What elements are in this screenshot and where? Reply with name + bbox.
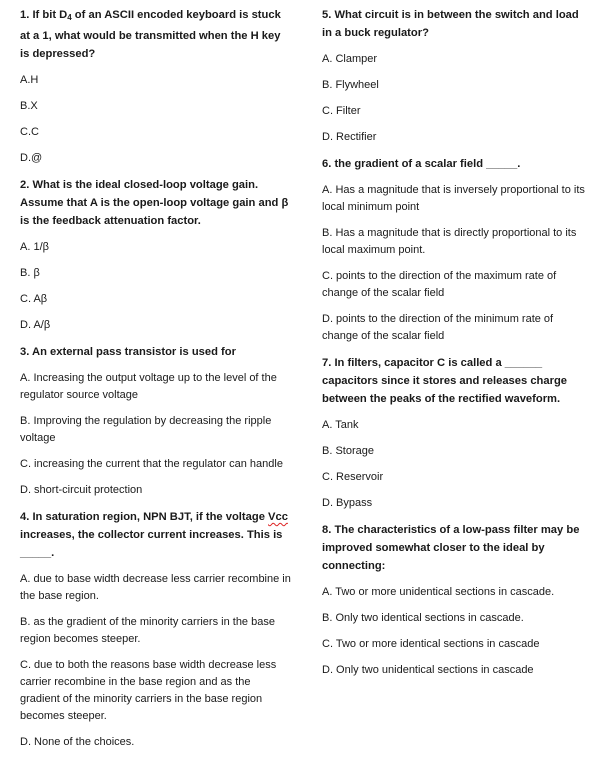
question-7 [322,354,589,512]
question-2-choice-d: D. A/β [20,319,51,331]
question-4-choice-d: D. None of the choices. [20,736,135,748]
question-1-choice-d: D.@ [20,152,43,164]
question-3-choice-c: C. increasing the current that the regulator can handle [20,458,283,470]
question-5-choice-c: C. Filter [322,105,361,117]
question-5-choice-b: B. Flywheel [322,79,379,91]
question-3-text: 3. An external pass transistor is used for [20,346,236,358]
question-8-choice-b: B. Only two identical sections in cascade. [322,612,524,624]
question-4-choice-c: C. due to both the reasons base width decrease less carrier recombine in the base region and as the gradient of the minority carriers in the base region becomes steeper. [20,659,277,722]
question-8-choice-c: C. Two or more identical sections in cascade [322,638,540,650]
question-4-text-prefix: 4. In saturation region, NPN BJT, if the voltage [20,511,269,523]
right-column [301,0,601,781]
question-2-text: 2. What is the ideal closed-loop voltage gain. Assume that A is the open-loop voltage gain and β is the feedback attenuation factor. [20,179,289,227]
question-8 [322,521,589,679]
question-1-choice-b: B.X [20,100,38,112]
question-3 [20,343,291,499]
question-8-choice-a: A. Two or more unidentical sections in cascade. [322,586,555,598]
question-5-choice-a: A. Clamper [322,53,378,65]
question-6-choice-c: C. points to the direction of the maximum rate of change of the scalar field [322,270,557,299]
question-2 [20,176,291,334]
question-1-choice-a: A.H [20,74,39,86]
question-1 [20,6,291,167]
question-4 [20,508,291,751]
question-3-choice-a: A. Increasing the output voltage up to the level of the regulator source voltage [20,372,277,401]
question-7-choice-a: A. Tank [322,419,359,431]
question-1-subscript: 4 [67,13,72,22]
question-5 [322,6,589,146]
question-7-choice-d: D. Bypass [322,497,373,509]
question-1-choice-c: C.C [20,126,39,138]
question-4-text-suffix: increases, the collector current increases. This is _____. [20,529,283,559]
question-7-choice-b: B. Storage [322,445,374,457]
question-1-text-prefix: 1. If bit D [20,9,68,21]
question-2-choice-b: B. β [20,267,40,279]
question-4-choice-b: B. as the gradient of the minority carriers in the base region becomes steeper. [20,616,275,645]
question-5-text: 5. What circuit is in between the switch and load in a buck regulator? [322,9,579,39]
question-3-choice-d: D. short-circuit protection [20,484,143,496]
question-5-choice-d: D. Rectifier [322,131,377,143]
question-4-text [20,508,291,562]
question-3-choice-b: B. Improving the regulation by decreasing the ripple voltage [20,415,272,444]
question-8-choice-d: D. Only two unidentical sections in cascade [322,664,534,676]
question-2-choice-a: A. 1/β [20,241,49,253]
question-8-text: 8. The characteristics of a low-pass filter may be improved somewhat closer to the ideal by connecting: [322,524,580,572]
question-7-text: 7. In filters, capacitor C is called a ______ capacitors since it stores and releases charge between the peaks of the rectified waveform. [322,357,568,405]
question-6-choice-a: A. Has a magnitude that is inversely proportional to its local minimum point [322,184,585,213]
question-7-choice-c: C. Reservoir [322,471,384,483]
question-1-text-suffix: of an ASCII encoded keyboard is stuck at a 1, what would be transmitted when the H key is depressed? [20,9,281,60]
question-6-text: 6. the gradient of a scalar field _____. [322,158,521,170]
question-4-spellcheck-word: Vcc [268,511,288,523]
question-6 [322,155,589,345]
question-2-choice-c: C. Aβ [20,293,48,305]
question-6-choice-d: D. points to the direction of the minimum rate of change of the scalar field [322,313,554,342]
question-6-choice-b: B. Has a magnitude that is directly proportional to its local maximum point. [322,227,577,256]
question-4-choice-a: A. due to base width decrease less carrier recombine in the base region. [20,573,291,602]
question-1-text [20,6,291,63]
